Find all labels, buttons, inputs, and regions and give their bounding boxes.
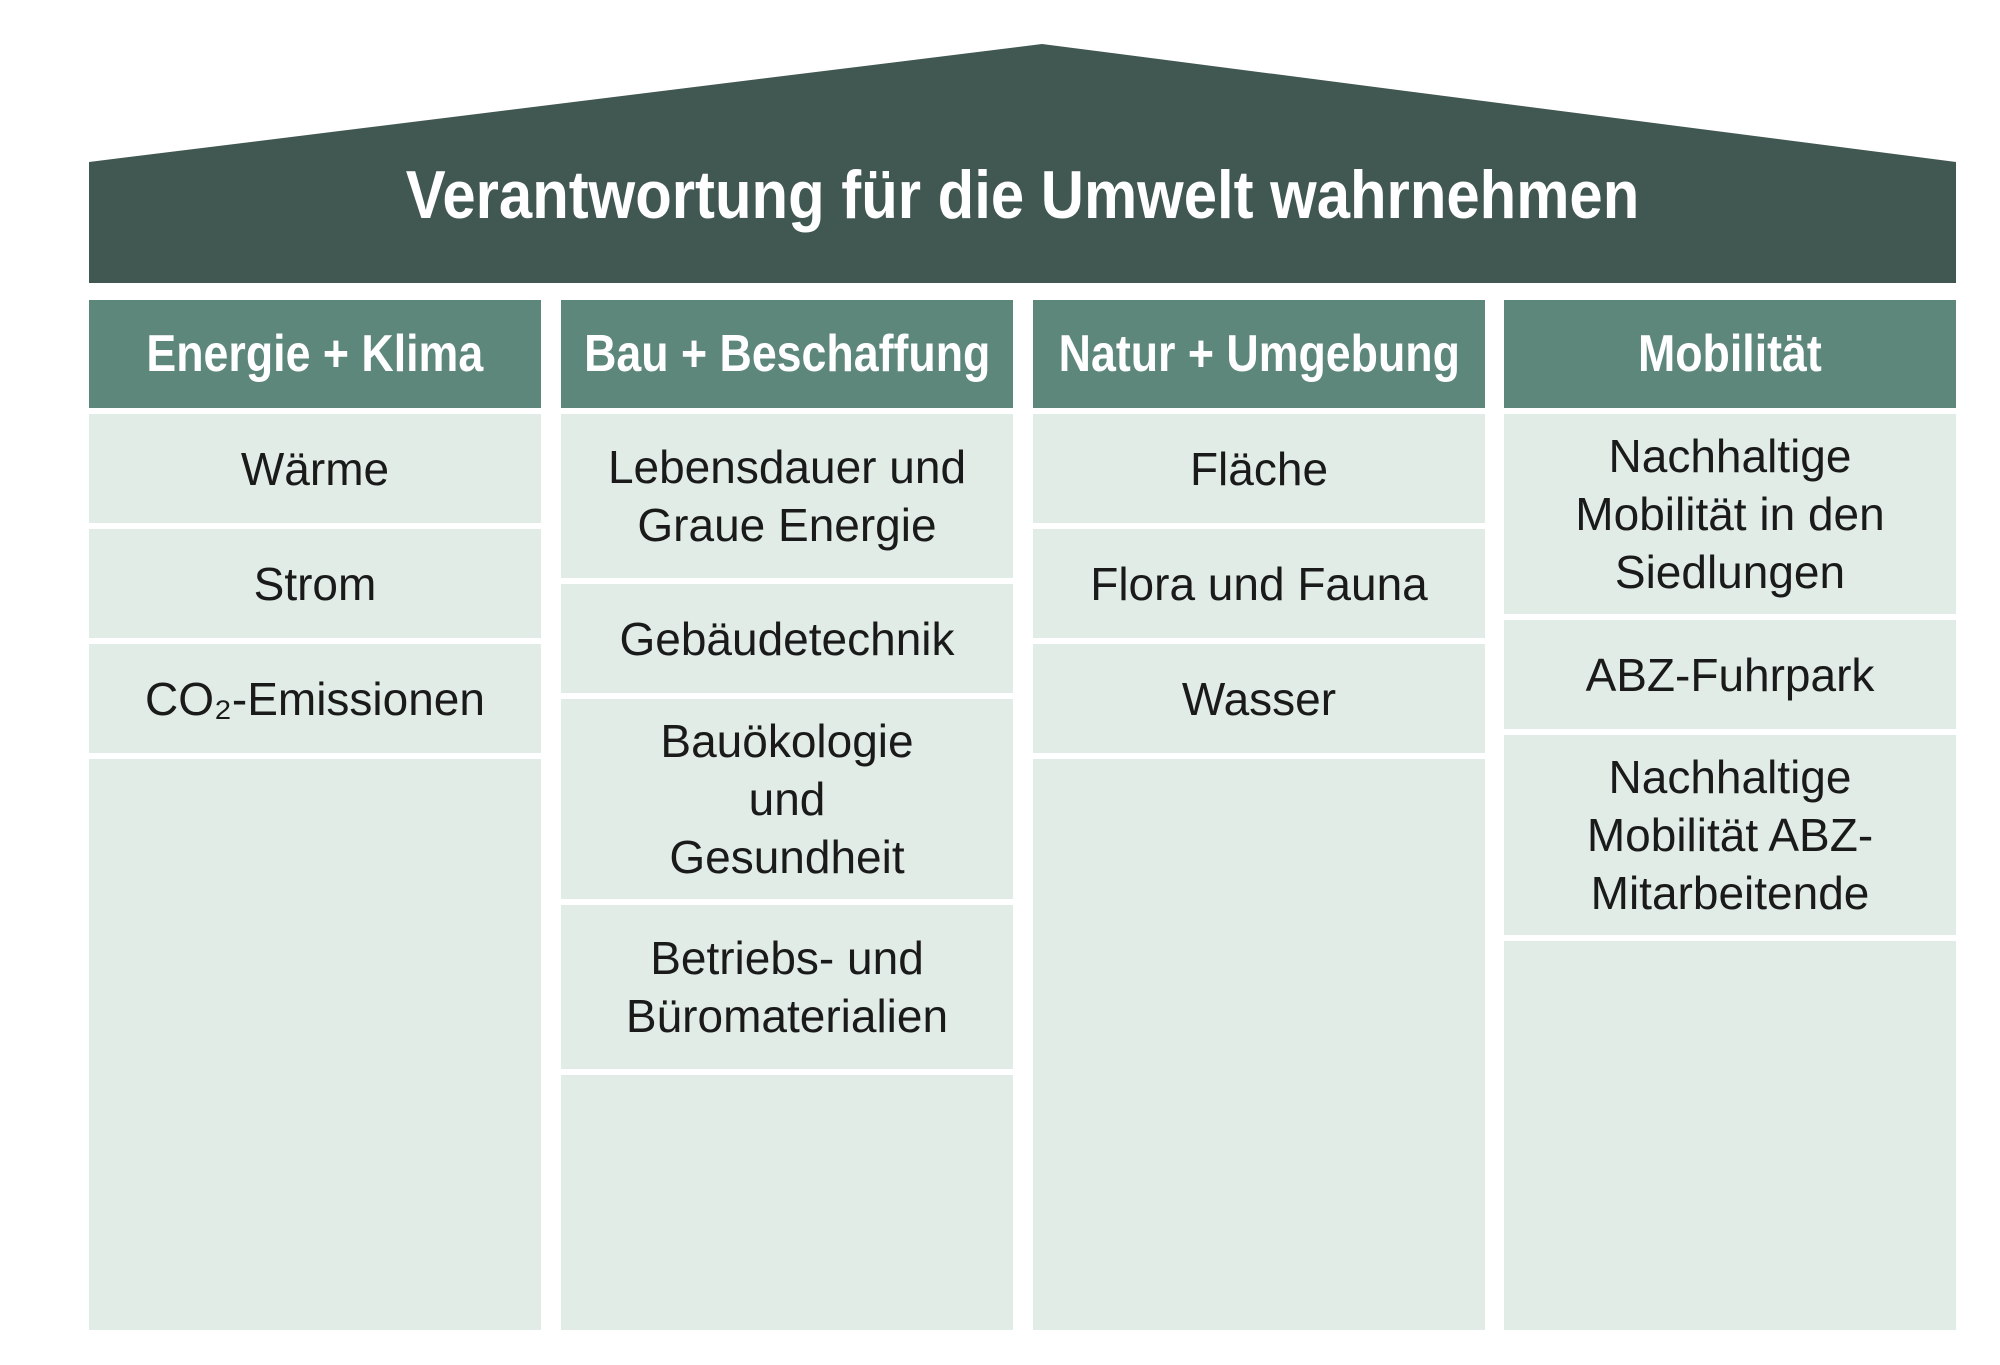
pillar-heading: Mobilität: [1504, 300, 1956, 414]
pillar-item: Gebäudetechnik: [561, 584, 1013, 699]
pillar-item: ABZ-Fuhrpark: [1504, 620, 1956, 735]
pillar-item: Fläche: [1033, 414, 1485, 529]
pillar-item: Wasser: [1033, 644, 1485, 759]
pillar-item: Betriebs- und Büromaterialien: [561, 905, 1013, 1075]
pillar-item: Wärme: [89, 414, 541, 529]
pillar-energie-klima: [89, 300, 541, 1330]
pillar-item: Nachhaltige Mobilität ABZ- Mitarbeitende: [1504, 735, 1956, 941]
pillar-heading: Natur + Umgebung: [1033, 300, 1485, 414]
pillar-natur-umgebung: [1033, 300, 1485, 1330]
pillar-item: Strom: [89, 529, 541, 644]
pillar-heading: Energie + Klima: [89, 300, 541, 414]
pillar-item: Lebensdauer und Graue Energie: [561, 414, 1013, 584]
diagram-title: Verantwortung für die Umwelt wahrnehmen: [405, 157, 1640, 233]
pillar-mobilitaet: [1504, 300, 1956, 1330]
pillar-item: Flora und Fauna: [1033, 529, 1485, 644]
pillar-heading: Bau + Beschaffung: [561, 300, 1013, 414]
pillar-item: Bauökologie und Gesundheit: [561, 699, 1013, 905]
pillar-bau-beschaffung: [561, 300, 1013, 1330]
pillar-item: Nachhaltige Mobilität in den Siedlungen: [1504, 414, 1956, 620]
pillar-item: CO₂-Emissionen: [89, 644, 541, 759]
